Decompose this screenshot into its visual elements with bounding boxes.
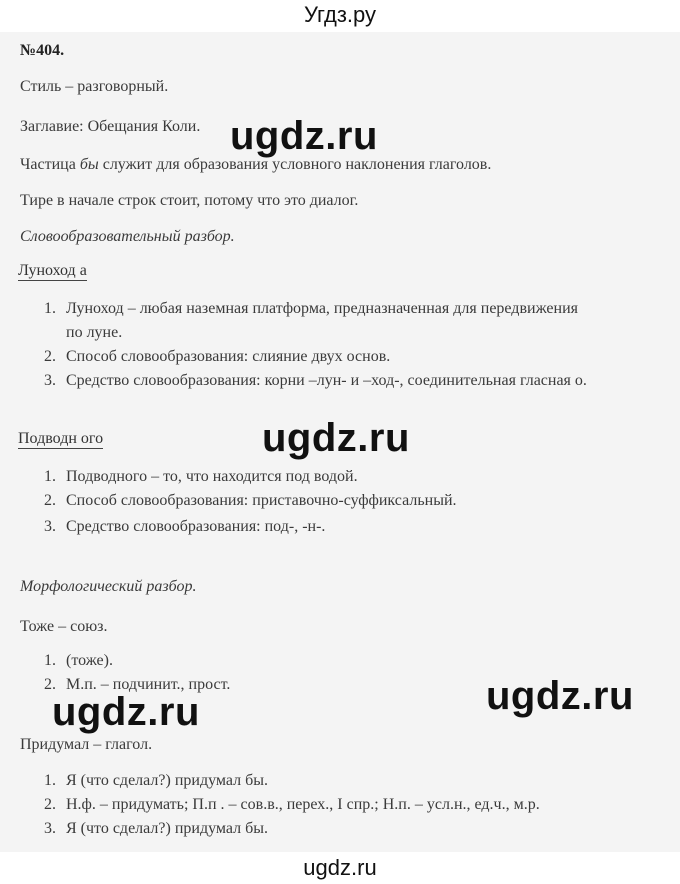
morpheme-scheme-lunokhod: Луноход а <box>18 262 87 279</box>
list-number: 1. <box>44 300 56 317</box>
list-item: Способ словообразования: приставочно-суффиксальный. <box>66 492 457 509</box>
list-item: Подводного – то, что находится под водой. <box>66 468 358 485</box>
word-toje-title: Тоже – союз. <box>20 618 108 635</box>
particle-pre: Частица <box>20 156 80 173</box>
list-number: 3. <box>44 372 56 389</box>
site-header: Угдз.ру <box>303 2 377 27</box>
list-number: 1. <box>44 772 56 789</box>
list-number: 2. <box>44 796 56 813</box>
list-item: Средство словообразования: корни –лун- и –ход-, соединительная гласная о. <box>66 372 587 389</box>
watermark: ugdz.ru <box>230 114 378 158</box>
list-item: Способ словообразования: слияние двух основ. <box>66 348 391 365</box>
textbook-page <box>0 32 680 852</box>
list-item: Средство словообразования: под-, -н-. <box>66 518 326 535</box>
watermark: ugdz.ru <box>486 674 634 718</box>
list-item: (тоже). <box>66 652 113 669</box>
morphology-heading: Морфологический разбор. <box>20 578 197 595</box>
word-formation-heading: Словообразовательный разбор. <box>20 228 235 245</box>
list-item: М.п. – подчинит., прост. <box>66 676 231 693</box>
list-number: 2. <box>44 492 56 509</box>
title-line: Заглавие: Обещания Коли. <box>20 118 201 135</box>
word-pridumal-title: Придумал – глагол. <box>20 736 153 753</box>
list-number: 1. <box>44 652 56 669</box>
list-number: 3. <box>44 820 56 837</box>
task-number: №404. <box>20 42 65 59</box>
site-footer: ugdz.ru <box>303 855 377 880</box>
list-number: 2. <box>44 676 56 693</box>
list-number: 1. <box>44 468 56 485</box>
particle-post: служит для образования условного наклонения глаголов. <box>98 156 492 173</box>
list-item: Луноход – любая наземная платформа, предназначенная для передвижения <box>66 300 578 317</box>
style-line: Стиль – разговорный. <box>20 78 169 95</box>
list-item: Я (что сделал?) придумал бы. <box>66 772 268 789</box>
list-item: Н.ф. – придумать; П.п . – сов.в., перех., I спр.; Н.п. – усл.н., ед.ч., м.р. <box>66 796 540 813</box>
dash-note: Тире в начале строк стоит, потому что это диалог. <box>20 192 359 209</box>
list-item-continued: по луне. <box>66 324 123 341</box>
morpheme-scheme-podvodnogo: Подводн ого <box>18 430 104 447</box>
watermark: ugdz.ru <box>52 690 200 734</box>
list-number: 2. <box>44 348 56 365</box>
list-number: 3. <box>44 518 56 535</box>
particle-word: бы <box>79 156 99 173</box>
watermark: ugdz.ru <box>262 416 410 460</box>
list-item: Я (что сделал?) придумал бы. <box>66 820 268 837</box>
